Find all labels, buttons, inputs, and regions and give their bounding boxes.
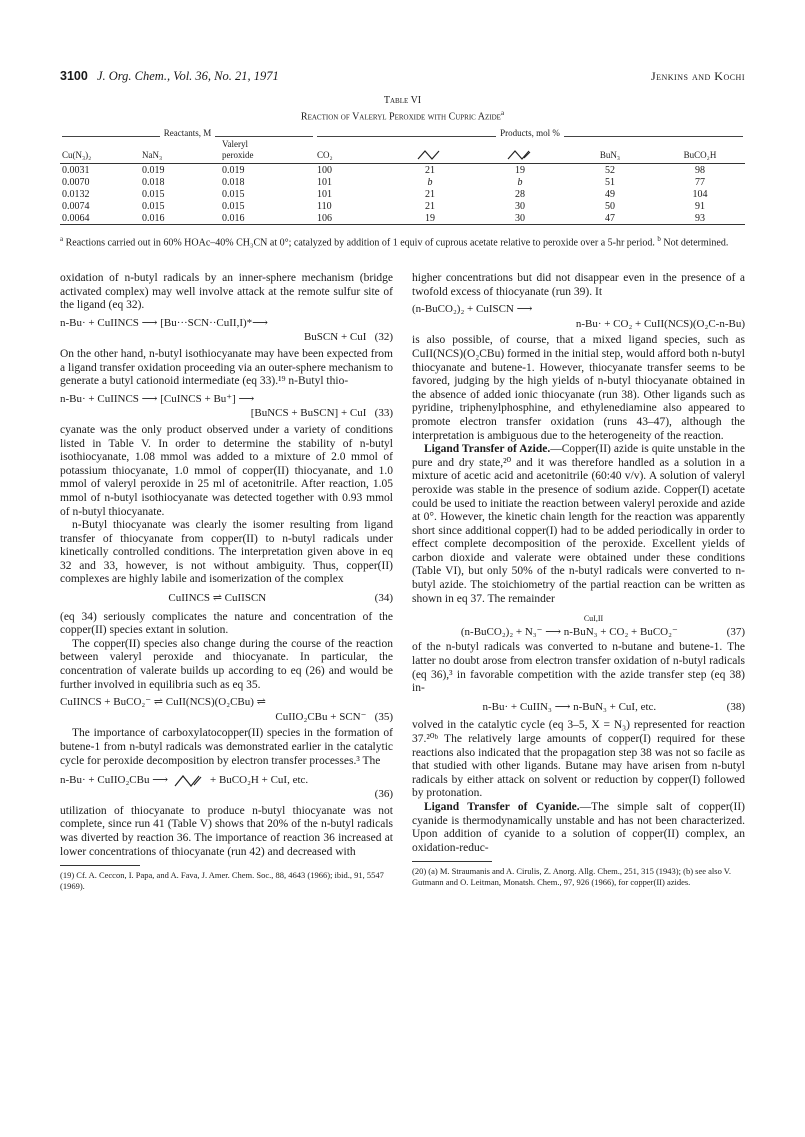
equation-38: n-Bu· + CuIIN₃ ⟶ n-BuN₃ + CuI, etc. (38): [482, 700, 745, 713]
equation-number: (34): [374, 592, 393, 605]
cell: 0.019: [142, 164, 165, 176]
equation-number: (35): [374, 710, 393, 723]
equation-number: (37): [726, 625, 745, 638]
paragraph: On the other hand, n-butyl isothiocyanate may have been expected from a ligand transfer oxidation proceeding via an outer-sphere mechanism to generate a butyl cationoid intermediate (eq 33).¹⁹ n-Butyl thio-: [60, 347, 393, 388]
cell: 21: [425, 200, 435, 212]
table-caption: Reaction of Valeryl Peroxide with Cupric Azide$^a$: [300, 109, 505, 123]
group-reactants: Reactants, M: [60, 127, 315, 139]
cell: 93: [655, 212, 745, 225]
equation-33-line1: n-Bu· + CuIINCS ⟶ [CuINCS + Bu⁺] ⟶: [60, 392, 255, 405]
journal-citation: J. Org. Chem., Vol. 36, No. 21, 1971: [96, 69, 279, 83]
cell: 50: [605, 200, 615, 212]
page-number: 3100: [60, 69, 88, 83]
footnote-divider: [412, 861, 492, 862]
equation-number: (32): [374, 331, 393, 344]
cell: 0.015: [222, 188, 245, 200]
cell: 47: [565, 212, 655, 225]
cell: 21: [425, 188, 435, 200]
cell: 51: [605, 176, 615, 188]
cell: 0.016: [140, 212, 220, 225]
paragraph: The importance of carboxylatocopper(II) species in the formation of butene-1 from n-butyl radicals was demonstrated earlier in the catalytic cycle for peroxide decomposition by electron transfer processes.³ The: [60, 727, 393, 767]
cell: 0.015: [222, 200, 245, 212]
cell: b: [517, 176, 523, 188]
table-row: [60, 188, 745, 200]
cell: 0.015: [142, 200, 165, 212]
cell: 0.016: [220, 212, 315, 225]
cell: 28: [515, 188, 525, 200]
paragraph: is also possible, of course, that a mixed ligand species, such as CuII(NCS)(O₂CBu) formed in the initial step, would afford both n-butyl thiocyanate and butene-1. However, thiocyanate transfer seems to be favored, judging by the high yields of n-butyl thiocyanate obtained in the absence of added ionic thiocyanate (run 38). Other ligands such as pyridine, triphenylphosphine, and ethylenediamine also appeared to promote electron transfer oxidation (runs 43–47), although the interpretation is ambiguous due to the heterogeneity of the reaction.: [412, 334, 745, 442]
cell: 98: [695, 164, 705, 176]
equation-32-line2: BuSCN + CuI (32): [303, 331, 393, 344]
left-column: [60, 272, 393, 892]
equation-37-catalyst: CuI,II: [583, 614, 604, 624]
cell: 101: [317, 176, 332, 188]
paragraph: n-Butyl thiocyanate was clearly the isomer resulting from ligand transfer of thiocyanate from copper(II) to n-butyl radicals under kinetically controlled conditions. The interpretation given above in eq 32 and 33, however, is not without ambiguity. Thus, copper(II) complexes are highly labile and isomerization of the complex: [60, 519, 393, 586]
equation-number: (38): [726, 700, 745, 713]
col-butyl-azide: BuN₃: [565, 139, 655, 164]
table-row: [60, 200, 745, 212]
paragraph: utilization of thiocyanate to produce n-butyl thiocyanate was not complete, since run 41 (Table V) shows that 20% of the n-butyl radicals was diverted by reaction 36. The importance of reaction 36 increased at lower concentrations of thiocyanate (run 42) and decreased with: [60, 804, 393, 858]
equation-number: (33): [374, 407, 393, 420]
cell: 0.0070: [62, 176, 90, 188]
cell: 0.018: [222, 176, 245, 188]
table-header-row: [60, 139, 745, 164]
cell: 100: [317, 164, 332, 176]
footnote-19: (19) Cf. A. Ceccon, I. Papa, and A. Fava, J. Amer. Chem. Soc., 88, 4643 (1966); ibid., 91, 5547 (1969).: [60, 870, 384, 892]
equation-number: (36): [374, 788, 393, 801]
cell: 104: [692, 188, 708, 200]
paragraph: higher concentrations but did not disappear even in the presence of a twofold excess of thiocyanate (run 39). It: [412, 272, 745, 298]
cell: b: [427, 176, 433, 188]
equation-33-line2: [BuNCS + BuSCN] + CuI (33): [250, 407, 393, 420]
equation-35-line1: CuIINCS + BuCO₂⁻ ⇌ CuII(NCS)(O₂CBu) ⇌: [60, 696, 266, 709]
equation-37: (n-BuCO₂)₂ + N₃⁻ ⟶ n-BuN₃ + CO₂ + BuCO₂⁻ (37): [460, 625, 745, 638]
col-cu-azide: Cu(N₃)₂: [60, 139, 140, 164]
cell: 30: [475, 212, 565, 225]
equation-32-line1: n-Bu· + CuIINCS ⟶ [Bu···SCN··CuII,I)*⟶: [60, 316, 268, 329]
paragraph: Ligand Transfer of Cyanide.—The simple salt of copper(II) cyanide is thermodynamically unstable and has not been characterized. Upon addition of cyanide to a solution of copper(II) complex, an oxidation-reduc-: [412, 800, 745, 854]
table-footnotes: $^a$ Reactions carried out in 60% HOAc–40% CH₃CN at 0°; catalyzed by addition of 1 equiv of cuprous acetate relative to peroxide over a 5-hr period. $^b$ Not determined.: [60, 235, 729, 249]
cell: 19: [515, 164, 525, 176]
col-valeryl-peroxide: Valeryl peroxide: [220, 139, 315, 164]
cell: 52: [605, 164, 615, 176]
paragraph: cyanate was the only product observed under a variety of conditions listed in Table V. In order to determine the stability of n-butyl isothiocyanate, 1.08 mmol was added to a mixture of 2.0 mmol of potassium thiocyanate, 1.0 mmol of copper(II) thiocyanate, and 1.0 mmol of valeryl peroxide in 25 ml of acetonitrile. After reaction, 1.05 mmol of n-butyl isothiocyanate was detected together with 0.93 mmol of n-butyl thiocyanate.: [60, 423, 393, 518]
cell: 106: [315, 212, 385, 225]
data-table: [60, 127, 745, 225]
cell: 91: [695, 200, 705, 212]
running-header-left: [60, 69, 279, 84]
table-title: [0, 95, 805, 123]
cell: 21: [425, 164, 435, 176]
table-row: [60, 176, 745, 188]
cell: 0.018: [142, 176, 165, 188]
footnote-20: (20) (a) M. Straumanis and A. Cirulis, Z. Anorg. Allg. Chem., 251, 315 (1943); (b) see also V. Gutmann and O. Leitman, Monatsh. Chem., 97, 926 (1966), for copper(II) azides.: [412, 866, 731, 888]
cell: 0.0132: [62, 188, 90, 200]
butene-zigzag-icon: [174, 774, 204, 788]
table-footnote-b: Not determined.: [663, 237, 729, 249]
equation-line2: n-Bu· + CO₂ + CuII(NCS)(O₂C-n-Bu): [575, 317, 745, 330]
footnote-divider: [60, 865, 140, 866]
cell: 0.0064: [60, 212, 140, 225]
cell: 0.019: [222, 164, 245, 176]
table-footnote-a: Reactions carried out in 60% HOAc–40% CH₃CN at 0°; catalyzed by addition of 1 equiv of cuprous acetate relative to peroxide over a 5-hr period.: [65, 237, 655, 249]
cell: 0.015: [142, 188, 165, 200]
equation-line1: (n-BuCO₂)₂ + CuISCN ⟶: [412, 303, 533, 316]
equation-35-line2: CuIIO₂CBu + SCN⁻ (35): [275, 710, 393, 723]
cell: 101: [317, 188, 332, 200]
col-butane: [385, 139, 475, 164]
paragraph: oxidation of n-butyl radicals by an inner-sphere mechanism (bridge activated complex) may well involve attack at the remote sulfur site of the ligand (eq 32).: [60, 272, 393, 312]
cell: 110: [317, 200, 332, 212]
equation-34: CuIINCS ⇌ CuIISCN (34): [168, 592, 393, 605]
paragraph: volved in the catalytic cycle (eq 3–5, X = N₃) represented for reaction 37.²⁰ᵇ The relatively large amounts of copper(I) required for these reactions also indicated that the propagation step 38 was not so facile as that studied with other ligands. Butane may have arisen from n-butyl radicals by either attack on solvent or reduction by copper(I) followed by protonation.: [412, 719, 745, 800]
equation-36: n-Bu· + CuIIO₂CBu ⟶ + BuCO₂H + CuI, etc.: [60, 774, 309, 787]
table-number: Table VI: [383, 95, 422, 106]
col-valeric-acid: BuCO₂H: [655, 139, 745, 164]
butane-zigzag-icon: [417, 149, 443, 161]
col-butene: [475, 139, 565, 164]
running-header-authors: Jenkins and Kochi: [650, 69, 745, 83]
cell: 0.0074: [62, 200, 90, 212]
table-row: [60, 164, 745, 177]
paragraph: The copper(II) species also change during the course of the reaction between valeryl peroxide and thiocyanate. In particular, the concentration of valerate builds up according to eq (26) and would be further involved in equilibria such as eq 35.: [60, 637, 393, 691]
table-caption-footnote-mark: a: [500, 109, 505, 117]
table-row: [60, 212, 745, 225]
cell: 30: [515, 200, 525, 212]
cell: 0.0031: [62, 164, 90, 176]
group-products: Products, mol %: [315, 127, 745, 139]
cell: 77: [695, 176, 705, 188]
right-column: [412, 272, 745, 888]
butene-zigzag-icon: [507, 149, 533, 161]
paragraph: Ligand Transfer of Azide.—Copper(II) azide is quite unstable in the pure and dry state,²⁰ and it was therefore handled as a solution in a mixture of acetic acid and acetonitrile (60:40 v/v). A solution of valeryl peroxide was stable in the presence of sodium azide. Copper(I) acetate could be used to initiate the reaction between valeryl peroxide and azide at 0°. However, the kinetic chain length for the reaction was apparently short since additional copper(I) had to be added periodically in order to effect complete decomposition of the peroxide. Excellent yields of carbon dioxide and valerate were obtained under these conditions (Table VI), but only 50% of the n-butyl radicals were converted to n-butyl azide. The stoichiometry of the partial reaction can be written as shown in eq 37. The remainder: [412, 443, 746, 605]
col-sodium-azide: NaN₃: [140, 139, 220, 164]
paragraph: (eq 34) seriously complicates the nature and concentration of the copper(II) species extant in solution.: [60, 610, 393, 637]
table-group-header-row: [60, 127, 745, 139]
section-heading-cyanide: Ligand Transfer of Cyanide.: [424, 800, 580, 813]
cell: 19: [385, 212, 475, 225]
section-heading-azide: Ligand Transfer of Azide.: [424, 443, 551, 456]
paragraph: of the n-butyl radicals was converted to n-butane and butene-1. The latter no doubt arose from electron transfer oxidation of n-butyl radicals (eq 36),³ in favorable competition with the azide transfer step (eq 38) in-: [412, 641, 745, 695]
col-co2: CO₂: [315, 139, 385, 164]
cell: 49: [605, 188, 615, 200]
